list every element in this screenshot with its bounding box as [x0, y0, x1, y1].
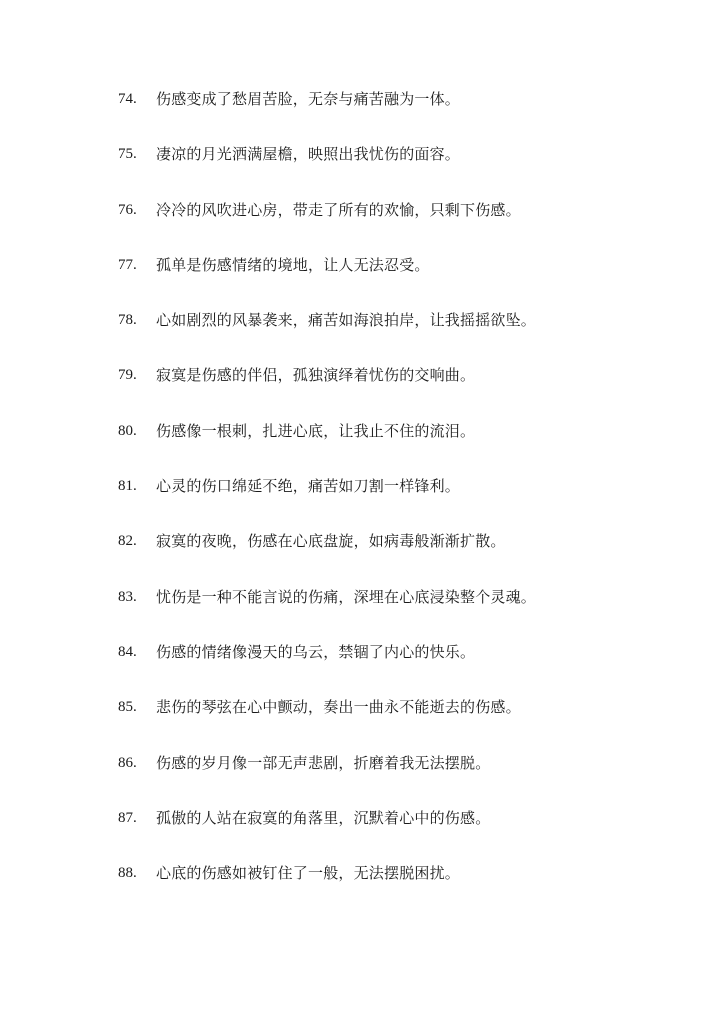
list-item [118, 141, 698, 196]
item-text: 孤傲的人站在寂寞的角落里，沉默着心中的伤感。 [156, 808, 491, 827]
item-number: 78. [118, 312, 137, 329]
item-number: 77. [118, 256, 137, 273]
item-text: 凄凉的月光洒满屋檐，映照出我忧伤的面容。 [156, 145, 461, 164]
item-number: 87. [118, 809, 137, 826]
item-number: 81. [118, 478, 137, 495]
list-item [118, 362, 698, 417]
item-text: 心如剧烈的风暴袭来，痛苦如海浪拍岸，让我摇摇欲坠。 [156, 311, 537, 330]
item-number: 85. [118, 699, 137, 716]
item-number: 76. [118, 201, 137, 218]
item-number: 75. [118, 146, 137, 163]
item-text: 伤感的岁月像一部无声悲剧，折磨着我无法摆脱。 [156, 753, 491, 772]
list-item [118, 418, 698, 473]
list-item [118, 805, 698, 860]
item-number: 86. [118, 754, 137, 771]
item-number: 79. [118, 367, 137, 384]
item-text: 孤单是伤感情绪的境地，让人无法忍受。 [156, 255, 430, 274]
list-item [118, 694, 698, 749]
item-text: 忧伤是一种不能言说的伤痛，深埋在心底浸染整个灵魂。 [156, 587, 537, 606]
item-text: 伤感变成了愁眉苦脸，无奈与痛苦融为一体。 [156, 90, 461, 108]
item-number: 80. [118, 422, 137, 439]
list-item [118, 307, 698, 362]
list-item [118, 86, 698, 141]
list-item [118, 750, 698, 805]
list-item [118, 528, 698, 583]
list-item [118, 473, 698, 528]
item-text: 悲伤的琴弦在心中颤动，奏出一曲永不能逝去的伤感。 [156, 698, 521, 717]
item-number: 82. [118, 533, 137, 550]
list-item [118, 252, 698, 307]
item-text: 心灵的伤口绵延不绝，痛苦如刀割一样锋利。 [156, 477, 461, 496]
sentence-list [118, 86, 698, 915]
item-number: 84. [118, 643, 137, 660]
list-item [118, 197, 698, 252]
item-text: 寂寞是伤感的伴侣，孤独演绎着忧伤的交响曲。 [156, 366, 476, 385]
list-item [118, 860, 698, 915]
list-item [118, 584, 698, 639]
item-text: 寂寞的夜晚，伤感在心底盘旋，如病毒般渐渐扩散。 [156, 532, 506, 551]
item-number: 83. [118, 588, 137, 605]
list-item [118, 639, 698, 694]
item-text: 伤感像一根刺，扎进心底，让我止不住的流泪。 [156, 421, 476, 440]
item-text: 伤感的情绪像漫天的乌云，禁锢了内心的快乐。 [156, 642, 476, 661]
item-number: 88. [118, 865, 137, 882]
item-text: 心底的伤感如被钉住了一般，无法摆脱困扰。 [156, 864, 461, 883]
item-text: 冷冷的风吹进心房，带走了所有的欢愉，只剩下伤感。 [156, 200, 521, 219]
item-number: 74. [118, 91, 137, 107]
